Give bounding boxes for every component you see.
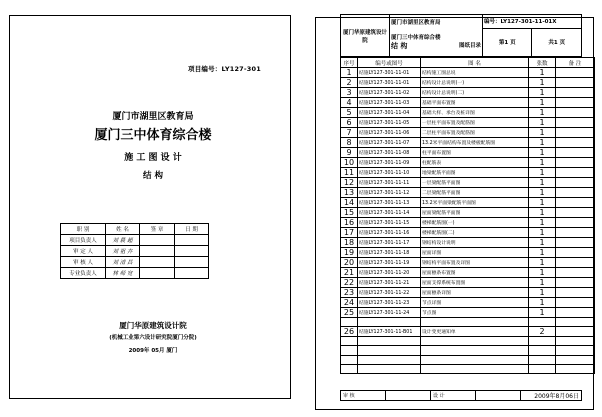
drawing-title: 柱平面布置图 (421, 148, 529, 158)
sheet-count: 1 (529, 148, 556, 158)
header-name: 姓 名 (106, 224, 140, 235)
sheet-count: 1 (529, 78, 556, 88)
drawing-code: 结施LY127-301-11-09 (358, 158, 421, 168)
drawing-code: 结施LY127-301-11-19 (358, 258, 421, 268)
remark (556, 128, 595, 138)
signature-row (61, 235, 209, 246)
table-row (341, 298, 595, 308)
table-row (341, 308, 595, 318)
drawing-title (421, 346, 529, 355)
table-row (341, 364, 595, 373)
drawing-code (358, 337, 421, 346)
name-cell: 林 师 宽 (106, 268, 140, 279)
signature-cell (140, 246, 175, 257)
name-cell: 刘 清 昌 (106, 257, 140, 268)
sheet-count (529, 337, 556, 346)
row-number (341, 355, 358, 364)
drawing-code: 结施LY127-301-11-14 (358, 208, 421, 218)
sheet-count: 1 (529, 248, 556, 258)
table-row (341, 337, 595, 346)
remark (556, 198, 595, 208)
signature-row (61, 257, 209, 268)
row-number: 9 (341, 148, 358, 158)
drawing-code (358, 346, 421, 355)
sheet-count: 1 (529, 218, 556, 228)
drawing-code: 结施LY127-301-11-01 (358, 78, 421, 88)
drawing-title (421, 318, 529, 327)
drawing-code: 结施LY127-301-11-12 (358, 188, 421, 198)
table-row (341, 258, 595, 268)
table-row (341, 327, 595, 337)
drawing-code: 结施LY127-301-11-20 (358, 268, 421, 278)
remark (556, 68, 595, 78)
sheet-count: 1 (529, 258, 556, 268)
remark (556, 288, 595, 298)
drawing-title: 结构设计总说明(一) (421, 78, 529, 88)
drawing-title: 基础平面布置图 (421, 98, 529, 108)
drawing-code: 结施LY127-301-11-13 (358, 198, 421, 208)
remark (556, 138, 595, 148)
remark (556, 346, 595, 355)
project-number: 项目编号：LY127-301 (188, 65, 261, 73)
date-cell (175, 257, 209, 268)
drawing-title: 屋面梁配筋平面图 (421, 208, 529, 218)
total-pages: 共1 页 (532, 28, 582, 56)
sheet-count: 1 (529, 168, 556, 178)
row-number: 1 (341, 68, 358, 78)
drawing-title: 地梁配筋平面图 (421, 168, 529, 178)
row-number: 21 (341, 268, 358, 278)
row-number: 16 (341, 218, 358, 228)
discipline-name: 结 构 (391, 42, 408, 51)
drawing-title: 一层梁配筋平面图 (421, 178, 529, 188)
remark (556, 208, 595, 218)
drawing-code: 结施LY127-301-11-10 (358, 168, 421, 178)
index-header (340, 14, 582, 57)
remark (556, 308, 595, 318)
drawing-title (421, 337, 529, 346)
remark (556, 318, 595, 327)
name-cell: 刘 晨 超 (106, 235, 140, 246)
col-code: 编号或图号 (358, 58, 421, 68)
role-cell: 审 核 人 (61, 257, 106, 268)
drawing-title: 13.2米平面梁配筋平面图 (421, 198, 529, 208)
drawing-code: 结施LY127-301-11-23 (358, 298, 421, 308)
date-cell (175, 246, 209, 257)
table-row (341, 148, 595, 158)
date-cell (175, 235, 209, 246)
client-org: 厦门市湖里区教育局 (112, 112, 194, 122)
design-institute-sub: (机械工业第六设计研究院厦门分院) (109, 335, 197, 341)
sheet-count: 1 (529, 298, 556, 308)
remark (556, 337, 595, 346)
table-row (341, 248, 595, 258)
role-cell: 审 定 人 (61, 246, 106, 257)
sheet-count: 1 (529, 178, 556, 188)
remark (556, 148, 595, 158)
sheet-count: 1 (529, 228, 556, 238)
date-cell (175, 268, 209, 279)
row-number: 5 (341, 108, 358, 118)
sheet-count: 1 (529, 138, 556, 148)
drawing-code: 结施LY127-301-11-04 (358, 108, 421, 118)
remark (556, 298, 595, 308)
table-row (341, 158, 595, 168)
remark (556, 355, 595, 364)
table-row (341, 346, 595, 355)
drawing-title: 13.2米平面结构布置及楼板配筋图 (421, 138, 529, 148)
row-number: 10 (341, 158, 358, 168)
design-institute: 厦门华原建筑设计院 (119, 321, 187, 330)
table-row (341, 118, 595, 128)
header-date: 日 期 (175, 224, 209, 235)
drawing-title (421, 364, 529, 373)
design-stage: 施 工 图 设 计 (124, 153, 182, 163)
drawing-title: 结构施工图总说 (421, 68, 529, 78)
footer-date: 2009年8月06日 (521, 391, 582, 401)
row-number: 8 (341, 138, 358, 148)
row-number: 20 (341, 258, 358, 268)
sheet-number (483, 15, 582, 29)
table-row (341, 68, 595, 78)
sheet-count: 1 (529, 108, 556, 118)
remark (556, 268, 595, 278)
drawing-code: 结施LY127-301-11-16 (358, 228, 421, 238)
sheet-count (529, 318, 556, 327)
number-label: 编号： (484, 19, 501, 26)
cover-page (2, 2, 304, 414)
cover-date: 2009年 05月 厦门 (128, 348, 178, 354)
row-number (341, 318, 358, 327)
remark (556, 78, 595, 88)
role-cell: 专业负责人 (61, 268, 106, 279)
drawing-title: 屋面檩条详图 (421, 288, 529, 298)
sheet-count: 1 (529, 308, 556, 318)
header-role: 职 别 (61, 224, 106, 235)
institute-name: 厦门华原建筑设计院 (341, 15, 390, 57)
drawing-index-table (340, 57, 595, 374)
drawing-title: 基础大样、承台及桩详图 (421, 108, 529, 118)
table-row (341, 288, 595, 298)
remark (556, 88, 595, 98)
remark (556, 158, 595, 168)
sheet-title: 图纸目录 (458, 43, 481, 50)
row-number: 13 (341, 188, 358, 198)
sheet-count: 1 (529, 188, 556, 198)
sheet-count: 1 (529, 198, 556, 208)
remark (556, 218, 595, 228)
col-no: 序号 (341, 58, 358, 68)
row-number (341, 337, 358, 346)
remark (556, 364, 595, 373)
remark (556, 228, 595, 238)
sheet-count: 1 (529, 278, 556, 288)
drawing-code: 结施LY127-301-11-18 (358, 248, 421, 258)
drawing-title: 屋面详图 (421, 248, 529, 258)
drawing-title: 钢结构设计说明 (421, 238, 529, 248)
sheet-count: 1 (529, 118, 556, 128)
sheet-count: 1 (529, 158, 556, 168)
index-footer (340, 390, 582, 401)
project-name: 厦门三中体育综合楼 (391, 35, 441, 42)
drawing-code: 结施LY127-301-11-22 (358, 288, 421, 298)
header-signature: 签 章 (140, 224, 175, 235)
remark (556, 118, 595, 128)
design-label: 设 计 (431, 391, 476, 401)
row-number: 17 (341, 228, 358, 238)
drawing-code: 结施LY127-301-11-21 (358, 278, 421, 288)
signature-cell (140, 268, 175, 279)
col-title: 图 名 (421, 58, 529, 68)
drawing-title: 钢结构平面布置及详图 (421, 258, 529, 268)
signature-row (61, 246, 209, 257)
remark (556, 327, 595, 337)
remark (556, 178, 595, 188)
drawing-title: 楼梯配筋图(二) (421, 228, 529, 238)
sheet-count: 1 (529, 98, 556, 108)
sheet-count (529, 364, 556, 373)
row-number: 22 (341, 278, 358, 288)
row-number: 11 (341, 168, 358, 178)
drawing-code: 结施LY127-301-11-15 (358, 218, 421, 228)
table-row (341, 108, 595, 118)
table-row (341, 355, 595, 364)
project-cell (390, 28, 483, 56)
drawing-title: 二层柱平面布置及配筋图 (421, 128, 529, 138)
sheet-count: 1 (529, 68, 556, 78)
table-row (341, 168, 595, 178)
signature-cell (140, 235, 175, 246)
drawing-title: 节点详图 (421, 298, 529, 308)
role-cell: 项目负责人 (61, 235, 106, 246)
drawing-title: 节点图 (421, 308, 529, 318)
remark (556, 168, 595, 178)
drawing-code: 结施LY127-301-11-B01 (358, 327, 421, 337)
drawing-code: 结施LY127-301-11-05 (358, 118, 421, 128)
row-number (341, 346, 358, 355)
index-page (310, 4, 598, 414)
sheet-count: 1 (529, 268, 556, 278)
table-row (341, 88, 595, 98)
col-remark: 备 注 (556, 58, 595, 68)
client-name: 厦门市湖里区教育局 (390, 15, 483, 29)
table-row (341, 178, 595, 188)
row-number: 26 (341, 327, 358, 337)
table-row (341, 228, 595, 238)
row-number: 12 (341, 178, 358, 188)
remark (556, 248, 595, 258)
sheet-count: 2 (529, 327, 556, 337)
drawing-title: 一层柱平面布置及配筋图 (421, 118, 529, 128)
row-number: 7 (341, 128, 358, 138)
remark (556, 278, 595, 288)
discipline: 结 构 (143, 171, 163, 181)
drawing-code (358, 364, 421, 373)
drawing-code: 结施LY127-301-11-11 (358, 178, 421, 188)
project-title: 厦门三中体育综合楼 (94, 128, 212, 143)
table-row (341, 138, 595, 148)
row-number: 2 (341, 78, 358, 88)
table-row (341, 98, 595, 108)
drawing-code: 结施LY127-301-11-08 (358, 148, 421, 158)
row-number: 3 (341, 88, 358, 98)
number-value: LY127-301-11-01X (500, 19, 557, 26)
drawing-code: 结施LY127-301-11-07 (358, 138, 421, 148)
drawing-code: 结施LY127-301-11-24 (358, 308, 421, 318)
signature-cell (140, 257, 175, 268)
sheet-count (529, 346, 556, 355)
drawing-title: 设计变更通知单 (421, 327, 529, 337)
table-row (341, 198, 595, 208)
remark (556, 98, 595, 108)
page-number: 第1 页 (483, 28, 532, 56)
row-number: 24 (341, 298, 358, 308)
table-row (341, 208, 595, 218)
remark (556, 238, 595, 248)
drawing-title: 结构设计总说明(二) (421, 88, 529, 98)
remark (556, 258, 595, 268)
signature-header-row (61, 224, 209, 235)
drawing-title: 二层梁配筋平面图 (421, 188, 529, 198)
drawing-code: 结施LY127-301-11-03 (358, 98, 421, 108)
drawing-code (358, 355, 421, 364)
row-number: 23 (341, 288, 358, 298)
table-row (341, 278, 595, 288)
table-row (341, 238, 595, 248)
sheet-count: 1 (529, 288, 556, 298)
sheet-count (529, 355, 556, 364)
row-number: 4 (341, 98, 358, 108)
drawing-code (358, 318, 421, 327)
row-number: 15 (341, 208, 358, 218)
drawing-code: 结施LY127-301-11-17 (358, 238, 421, 248)
row-number: 19 (341, 248, 358, 258)
table-row (341, 318, 595, 327)
signature-table (60, 223, 209, 279)
name-cell: 刘 祖 卉 (106, 246, 140, 257)
row-number: 18 (341, 238, 358, 248)
remark (556, 108, 595, 118)
row-number: 25 (341, 308, 358, 318)
drawing-code: 结施LY127-301-11-06 (358, 128, 421, 138)
table-row (341, 268, 595, 278)
drawing-title: 屋面檩条布置图 (421, 268, 529, 278)
table-row (341, 78, 595, 88)
drawing-code: 结施LY127-301-11-01 (358, 68, 421, 78)
table-row (341, 188, 595, 198)
sheet-count: 1 (529, 208, 556, 218)
review-label: 审 核 (341, 391, 386, 401)
row-number: 6 (341, 118, 358, 128)
row-number: 14 (341, 198, 358, 208)
sheet-count: 1 (529, 88, 556, 98)
row-number (341, 364, 358, 373)
index-header-row (341, 58, 595, 68)
drawing-title (421, 355, 529, 364)
table-row (341, 128, 595, 138)
remark (556, 188, 595, 198)
sheet-count: 1 (529, 238, 556, 248)
drawing-title: 柱配筋表 (421, 158, 529, 168)
drawing-title: 楼梯配筋图(一) (421, 218, 529, 228)
sheet-count: 1 (529, 128, 556, 138)
drawing-title: 屋面支撑系统布置图 (421, 278, 529, 288)
drawing-code: 结施LY127-301-11-02 (358, 88, 421, 98)
table-row (341, 218, 595, 228)
signature-row (61, 268, 209, 279)
col-count: 张数 (529, 58, 556, 68)
